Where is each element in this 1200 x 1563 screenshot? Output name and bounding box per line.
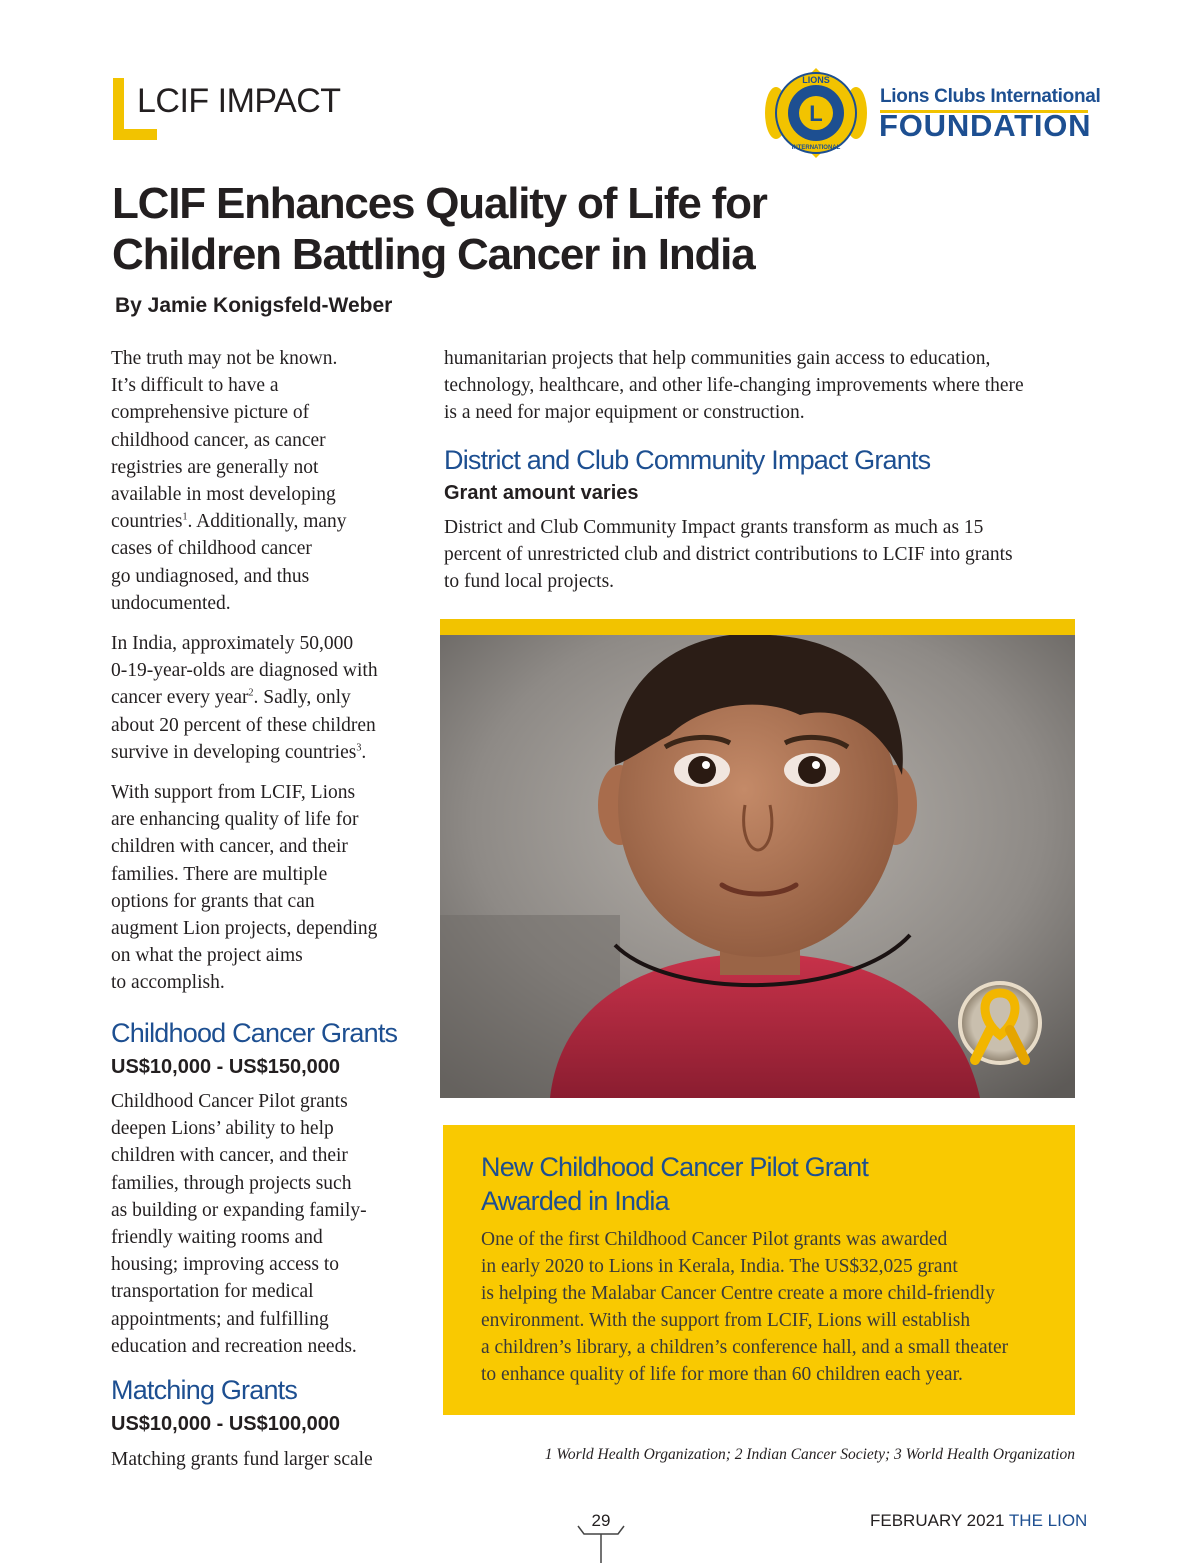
callout-heading: [481, 1150, 1041, 1218]
text-line: are enhancing quality of life for: [111, 809, 359, 831]
lions-seal-logo: [764, 66, 868, 160]
text-line: as building or expanding family-: [111, 1199, 367, 1221]
issue-footer: [870, 1511, 1087, 1531]
text-line: It’s difficult to have a: [111, 375, 279, 397]
column-left: [111, 345, 411, 1010]
grant-amount-matching: US$10,000 - US$100,000: [111, 1413, 341, 1435]
heading-community-impact-grants: District and Club Community Impact Grants: [444, 445, 931, 475]
text-line: families. There are multiple: [111, 863, 328, 885]
grant-text-matching: [111, 1446, 411, 1473]
text-line: In India, approximately 50,000: [111, 633, 354, 655]
text-line: education and recreation needs.: [111, 1335, 357, 1357]
text-line: transportation for medical: [111, 1281, 314, 1303]
text-line: children with cancer, and their: [111, 1145, 348, 1167]
paragraph-2: [111, 630, 411, 766]
text-line: is helping the Malabar Cancer Centre create a more child-friendly: [481, 1283, 995, 1304]
text-line: about 20 percent of these children: [111, 714, 376, 736]
text-line: options for grants that can: [111, 890, 315, 912]
text-line: District and Club Community Impact grants transform as much as 15: [444, 517, 984, 538]
column-right-continued: [444, 345, 1084, 427]
text-line: to enhance quality of life for more than 60 children each year.: [481, 1364, 963, 1385]
grant-amount-community: Grant amount varies: [444, 482, 639, 504]
text-line: children with cancer, and their: [111, 836, 348, 858]
text-line: is a need for major equipment or construction.: [444, 402, 805, 424]
text-line: in early 2020 to Lions in Kerala, India. The US$32,025 grant: [481, 1256, 958, 1277]
callout-heading-line2: Awarded in India: [481, 1186, 669, 1216]
text-line: available in most developing: [111, 484, 336, 506]
footnote-mark: 1: [182, 511, 188, 523]
text-line: One of the first Childhood Cancer Pilot grants was awarded: [481, 1229, 948, 1250]
text-line: percent of unrestricted club and district contributions to LCIF into grants: [444, 544, 1013, 566]
text-line: deepen Lions’ ability to help: [111, 1118, 334, 1140]
seal-center-letter: L: [809, 101, 823, 126]
text-line: With support from LCIF, Lions: [111, 782, 356, 804]
photo-top-bar: [440, 619, 1075, 635]
text-line: to fund local projects.: [444, 571, 615, 593]
byline: By Jamie Konigsfeld-Weber: [115, 294, 393, 317]
text-line: cases of childhood cancer: [111, 538, 312, 560]
text-line: appointments; and fulfilling: [111, 1308, 329, 1330]
child-portrait-photo: [440, 635, 1075, 1098]
text-line: comprehensive picture of: [111, 402, 310, 424]
text-line: go undiagnosed, and thus: [111, 565, 310, 587]
paragraph-1: [111, 345, 411, 617]
text-line: childhood cancer, as cancer: [111, 429, 326, 451]
heading-matching-grants: Matching Grants: [111, 1375, 298, 1405]
magazine-name: THE LION: [1008, 1511, 1088, 1530]
footnotes: 1 World Health Organization; 2 Indian Cancer Society; 3 World Health Organization: [544, 1446, 1075, 1463]
text-line: countries$^1$. Additionally, many: [111, 511, 347, 533]
callout-text: [481, 1226, 1037, 1388]
paragraph-3: [111, 779, 411, 997]
seal-top-text: LIONS: [802, 75, 830, 85]
page-number-bracket: [576, 1522, 626, 1563]
text-line: friendly waiting rooms and: [111, 1227, 323, 1249]
title-line1: LCIF Enhances Quality of Life for: [112, 179, 767, 228]
text-line: undocumented.: [111, 592, 231, 614]
text-line: Matching grants fund larger scale: [111, 1449, 373, 1470]
text-line: on what the project aims: [111, 945, 303, 967]
grant-amount-childhood: US$10,000 - US$150,000: [111, 1056, 341, 1078]
text-line: 0-19-year-olds are diagnosed with: [111, 660, 378, 682]
text-line: families, through projects such: [111, 1172, 352, 1194]
text-line: humanitarian projects that help communities gain access to education,: [444, 348, 991, 369]
heading-childhood-cancer-grants: Childhood Cancer Grants: [111, 1018, 398, 1048]
title-line2: Children Battling Cancer in India: [112, 230, 755, 279]
text-line: survive in developing countries$^3$.: [111, 741, 367, 763]
text-line: augment Lion projects, depending: [111, 918, 378, 940]
section-label: LCIF IMPACT: [137, 82, 341, 120]
footnote-mark: 2: [248, 687, 254, 699]
text-line: registries are generally not: [111, 456, 319, 478]
text-line: to accomplish.: [111, 972, 225, 994]
page-number: 29: [591, 1511, 611, 1530]
seal-bottom-text: INTERNATIONAL: [791, 145, 841, 151]
text-line: technology, healthcare, and other life-changing improvements where there: [444, 375, 1024, 397]
article-title: [112, 178, 812, 280]
text-line: housing; improving access to: [111, 1254, 340, 1276]
text-line: Childhood Cancer Pilot grants: [111, 1091, 348, 1112]
text-line: The truth may not be known.: [111, 348, 338, 369]
grant-text-childhood: [111, 1088, 411, 1360]
logo-wordmark-line2: FOUNDATION: [879, 108, 1092, 143]
logo-wordmark-line1: Lions Clubs International: [880, 86, 1088, 113]
issue-date: FEBRUARY 2021: [870, 1511, 1009, 1530]
text-line: environment. With the support from LCIF, Lions will establish: [481, 1310, 971, 1331]
text-line: a children’s library, a children’s conference hall, and a small theater: [481, 1337, 1009, 1358]
grant-text-community: [444, 514, 1084, 596]
text-line: cancer every year$^2$. Sadly, only: [111, 687, 351, 709]
gold-ribbon-icon: [960, 983, 1040, 1063]
footnote-mark: 3: [356, 742, 362, 754]
callout-heading-line1: New Childhood Cancer Pilot Grant: [481, 1152, 869, 1182]
